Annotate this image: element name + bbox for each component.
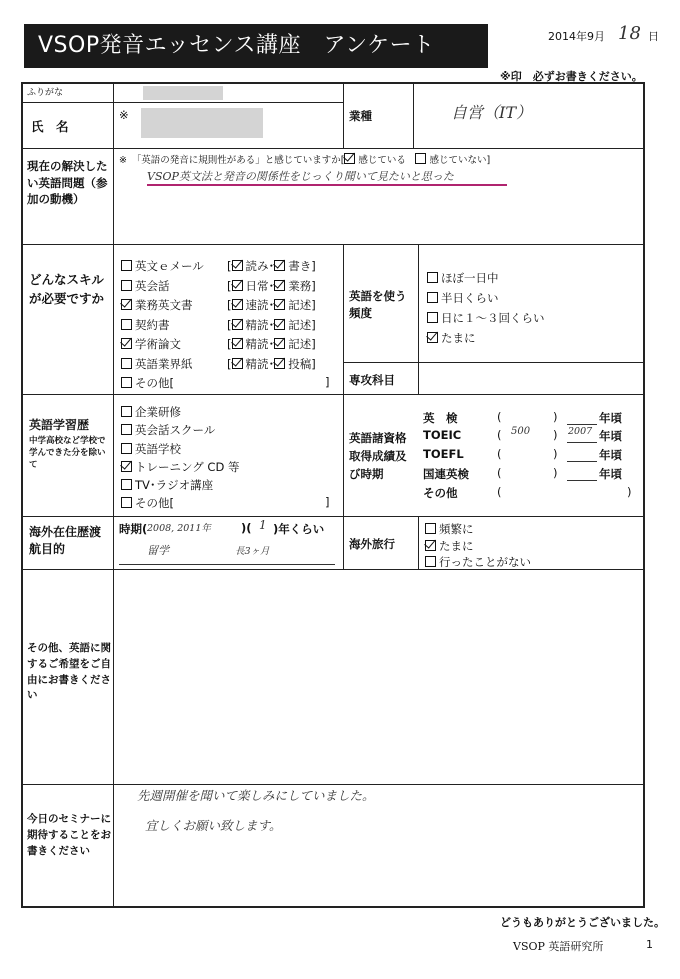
skill-opt: 速読 — [245, 298, 269, 312]
grid-line — [23, 102, 113, 103]
grid-line — [23, 516, 643, 517]
skill-other: その他[ — [135, 376, 174, 390]
freq-text: ほぼ一日中 — [441, 271, 499, 285]
skill-opt: 記述 — [288, 318, 312, 332]
checkbox[interactable] — [427, 332, 438, 343]
checkbox[interactable] — [427, 312, 438, 323]
study-other-close: ] — [325, 495, 330, 509]
skill-opt: 記述 — [288, 298, 312, 312]
skill-name: 英会話 — [135, 279, 170, 293]
checkbox[interactable] — [425, 523, 436, 534]
skill-name: 学術論文 — [135, 337, 181, 351]
freq-option — [427, 310, 545, 326]
checkbox[interactable] — [232, 358, 243, 369]
skill-name: 業務英文書 — [135, 298, 193, 312]
freq-option — [427, 290, 499, 306]
study-item — [121, 441, 181, 457]
period-handwritten: 2008, 2011年 — [147, 523, 211, 534]
checkbox[interactable] — [274, 319, 285, 330]
red-underline — [147, 184, 507, 186]
skill-row — [121, 336, 181, 352]
checkbox[interactable] — [274, 338, 285, 349]
study-text: 英会話スクール — [135, 423, 216, 437]
thanks-text: どうもありがとうございました。 — [500, 916, 665, 929]
skills-label: どんなスキルが必要ですか — [29, 272, 105, 307]
skill-name: 英語業界紙 — [135, 357, 193, 371]
checkbox[interactable] — [427, 292, 438, 303]
checkbox[interactable] — [121, 424, 132, 435]
qual-close: ) — [553, 466, 558, 480]
travel-option — [425, 521, 474, 537]
checkbox-feel-no[interactable] — [415, 153, 426, 164]
year-blank — [567, 424, 597, 425]
year-suffix: 年頃 — [599, 467, 622, 481]
opt-feel-no: 感じていない — [429, 155, 487, 166]
qual-label: 英語諸資格取得成績及び時期 — [349, 431, 407, 481]
industry-value-handwritten: 自営（IT） — [451, 103, 532, 122]
required-mark: ※ — [119, 108, 129, 122]
skill-opt: 書き — [288, 259, 312, 273]
checkbox-feel-yes[interactable] — [344, 153, 355, 164]
year-suffix: 年頃 — [599, 448, 622, 462]
expectations-line1-handwritten: 先週開催を聞いて楽しみにしていました。 — [137, 788, 375, 803]
redacted-furigana — [143, 86, 223, 100]
skill-row — [121, 258, 204, 274]
skill-opts: [ 速読･ 記述] — [227, 298, 316, 312]
purpose2-handwritten: 長3ヶ月 — [235, 546, 270, 557]
name-label: 氏 名 — [31, 119, 69, 134]
qual-open: ( — [497, 428, 502, 442]
checkbox[interactable] — [425, 556, 436, 567]
furigana-label: ふりがな — [27, 88, 64, 98]
grid-line — [23, 244, 643, 245]
checkbox[interactable] — [121, 461, 132, 472]
grid-line — [418, 516, 419, 569]
checkbox[interactable] — [121, 406, 132, 417]
duration-suffix: )年くらい — [273, 522, 325, 536]
abroad-underline — [119, 564, 335, 565]
skill-opts: [ 日常･ 業務] — [227, 279, 316, 293]
checkbox[interactable] — [121, 358, 132, 369]
qual-open: ( — [497, 485, 502, 499]
grid-line — [343, 84, 344, 148]
period-label: 時期( — [119, 522, 148, 536]
org-name: VSOP 英語研究所 — [513, 940, 604, 953]
survey-form — [21, 82, 645, 908]
study-item — [121, 459, 239, 475]
grid-line — [23, 394, 643, 395]
checkbox[interactable] — [232, 260, 243, 271]
skill-opt: 精読 — [245, 337, 269, 351]
skill-opt: 投稿 — [288, 357, 312, 371]
skill-name: 英文ｅメール — [135, 259, 204, 273]
checkbox[interactable] — [232, 299, 243, 310]
freq-text: たまに — [441, 331, 476, 345]
date-suffix: 日 — [648, 30, 659, 43]
qual-close: ) — [553, 428, 558, 442]
problem-label: 現在の解決したい英語問題（参加の動機） — [27, 159, 108, 207]
checkbox[interactable] — [425, 540, 436, 551]
motivation-handwritten: VSOP英文法と発音の関係性をじっくり聞いて見たいと思った — [147, 170, 454, 183]
qual-name: 英 検 — [423, 411, 458, 425]
skill-opt: 読み — [245, 259, 269, 273]
expectations-label: 今日のセミナーに期待することをお書きください — [27, 813, 111, 857]
freq-option — [427, 270, 499, 286]
skill-other-close: ] — [325, 375, 330, 389]
grid-line — [23, 148, 643, 149]
checkbox[interactable] — [274, 280, 285, 291]
study-label: 英語学習歴 — [29, 418, 90, 432]
toeic-score-handwritten: 500 — [511, 426, 531, 437]
abroad-label: 海外在住歴渡航目的 — [29, 525, 102, 557]
grid-line — [23, 784, 643, 785]
study-item — [121, 404, 181, 420]
purpose-handwritten: 留学 — [147, 544, 169, 557]
skill-name: 契約書 — [135, 318, 170, 332]
grid-line — [113, 102, 343, 103]
major-label: 専攻科目 — [349, 373, 395, 387]
travel-text: 行ったことがない — [439, 555, 531, 569]
year-blank — [567, 461, 597, 462]
year-suffix: 年頃 — [599, 429, 622, 443]
qual-name: TOEIC — [423, 428, 462, 442]
travel-label: 海外旅行 — [349, 537, 395, 551]
skill-row — [121, 297, 193, 313]
skill-row — [121, 356, 193, 372]
checkbox[interactable] — [121, 299, 132, 310]
qual-close: ) — [627, 485, 632, 499]
checkbox[interactable] — [274, 260, 285, 271]
checkbox[interactable] — [121, 280, 132, 291]
skill-opt: 精読 — [245, 318, 269, 332]
travel-text: たまに — [439, 539, 474, 553]
study-text: トレーニング CD 等 — [135, 460, 240, 474]
survey-title: VSOP発音エッセンス講座 アンケート — [24, 24, 488, 68]
grid-line — [113, 84, 114, 906]
toeic-year-handwritten: 2007 — [568, 426, 593, 437]
year-blank — [567, 442, 597, 443]
date-day-handwritten: 18 — [618, 23, 641, 44]
checkbox[interactable] — [274, 299, 285, 310]
study-item — [121, 495, 174, 511]
study-text: 企業研修 — [135, 405, 181, 419]
qual-close: ) — [553, 410, 558, 424]
qual-open: ( — [497, 410, 502, 424]
grid-line — [343, 362, 643, 363]
grid-line — [343, 244, 344, 569]
qual-open: ( — [497, 466, 502, 480]
checkbox[interactable] — [121, 319, 132, 330]
checkbox[interactable] — [427, 272, 438, 283]
skill-opt: 業務 — [288, 279, 312, 293]
checkbox[interactable] — [121, 338, 132, 349]
checkbox[interactable] — [121, 497, 132, 508]
rule-question-text: ※ 「英語の発音に規則性がある」と感じていますか[ — [119, 155, 345, 166]
expectations-line2-handwritten: 宜しくお願い致します。 — [145, 818, 282, 833]
checkbox[interactable] — [232, 319, 243, 330]
skill-opts: [ 精読･ 記述] — [227, 337, 316, 351]
travel-option — [425, 554, 531, 570]
checkbox[interactable] — [232, 338, 243, 349]
duration-handwritten: 1 — [259, 518, 267, 532]
bracket-close: ] — [486, 155, 491, 166]
year-blank — [567, 480, 597, 481]
skill-opts: [ 精読･ 投稿] — [227, 357, 316, 371]
study-text: 英語学校 — [135, 442, 181, 456]
qual-name: TOEFL — [423, 447, 464, 461]
grid-line — [418, 244, 419, 394]
freq-text: 半日くらい — [441, 291, 499, 305]
freq-text: 日に１～３回くらい — [441, 311, 545, 325]
checkbox[interactable] — [121, 479, 132, 490]
qual-open: ( — [497, 447, 502, 461]
checkbox[interactable] — [232, 280, 243, 291]
grid-line — [23, 569, 643, 570]
skill-row — [121, 278, 170, 294]
page-number: 1 — [646, 938, 653, 951]
period-mid: )( — [241, 521, 252, 535]
frequency-label: 英語を使う頻度 — [349, 289, 407, 320]
study-text: その他[ — [135, 496, 174, 510]
date-prefix: 2014年9月 — [548, 30, 605, 43]
study-sublabel: 中学高校など学校で学んできた分を除いて — [29, 436, 106, 470]
year-suffix: 年頃 — [599, 411, 622, 425]
qual-close: ) — [553, 447, 558, 461]
freq-option — [427, 330, 476, 346]
grid-line — [413, 84, 414, 148]
skill-row-other — [121, 375, 174, 391]
checkbox[interactable] — [121, 377, 132, 388]
qual-name: その他 — [423, 486, 458, 500]
travel-option — [425, 538, 474, 554]
other-requests-label: その他、英語に関するご希望をご自由にお書きください — [27, 642, 111, 702]
study-text: TV･ラジオ講座 — [135, 478, 214, 492]
skill-opts: [ 精読･ 記述] — [227, 318, 316, 332]
skill-opts: [ 読み･ 書き] — [227, 259, 316, 273]
industry-label: 業種 — [349, 109, 372, 123]
study-item — [121, 477, 213, 493]
rule-question — [119, 152, 490, 166]
redacted-name — [141, 108, 263, 138]
required-note: ※印 必ずお書きください。 — [500, 70, 643, 83]
study-item — [121, 422, 215, 438]
skill-opt: 記述 — [288, 337, 312, 351]
travel-text: 頻繁に — [439, 522, 474, 536]
qual-name: 国連英検 — [423, 467, 469, 481]
checkbox[interactable] — [274, 358, 285, 369]
skill-row — [121, 317, 170, 333]
opt-feel-yes: 感じている — [358, 155, 406, 166]
checkbox[interactable] — [121, 260, 132, 271]
skill-opt: 日常 — [245, 279, 269, 293]
skill-opt: 精読 — [245, 357, 269, 371]
checkbox[interactable] — [121, 443, 132, 454]
